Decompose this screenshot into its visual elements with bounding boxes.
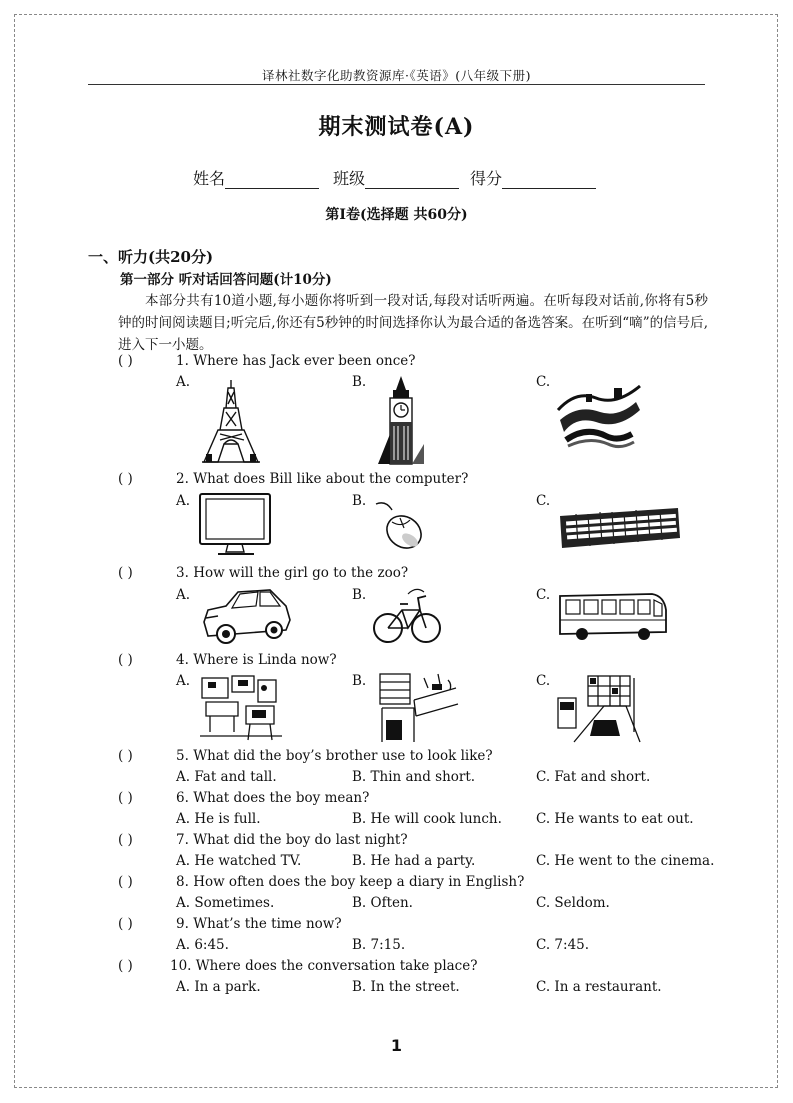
score-label: 得分	[470, 169, 503, 188]
page-title: 期末测试卷(A)	[318, 114, 475, 140]
class-blank[interactable]	[365, 172, 459, 189]
option-c[interactable]: C.	[536, 673, 551, 689]
question-number: 1.	[176, 353, 189, 369]
class-field	[333, 166, 459, 189]
option-a[interactable]: A. Sometimes.	[176, 895, 275, 911]
question-text: How often does the boy keep a diary in English?	[193, 874, 525, 890]
page-number: 1	[390, 1036, 403, 1055]
name-label: 姓名	[193, 169, 226, 188]
option-c[interactable]: C. He wants to eat out.	[536, 811, 694, 827]
question-number: 2.	[176, 471, 189, 487]
section-heading: 一、听力(共20分)	[88, 248, 214, 266]
option-c[interactable]: C.	[536, 587, 551, 603]
score-blank[interactable]	[502, 172, 596, 189]
question-number: 9.	[176, 916, 189, 932]
option-c[interactable]: C.	[536, 374, 551, 390]
answer-paren[interactable]: ( )	[118, 565, 133, 581]
option-b[interactable]: B.	[352, 493, 367, 509]
kitchen-icon	[374, 670, 460, 744]
name-blank[interactable]	[225, 172, 319, 189]
question-9	[118, 916, 342, 932]
question-3	[118, 565, 408, 581]
big-ben-icon	[376, 374, 426, 466]
option-a[interactable]: A.	[176, 587, 191, 603]
running-header: 译林社数字化助教资源库·《英语》(八年级下册)	[262, 68, 531, 83]
question-10	[118, 958, 477, 974]
option-b[interactable]: B.	[352, 673, 367, 689]
question-text: What did the boy’s brother use to look like?	[193, 748, 493, 764]
question-number: 7.	[176, 832, 189, 848]
answer-paren[interactable]: ( )	[118, 790, 133, 806]
classroom-icon	[198, 672, 284, 742]
option-b[interactable]: B. Thin and short.	[352, 769, 476, 785]
question-text: Where is Linda now?	[193, 652, 337, 668]
option-a[interactable]: A. He is full.	[176, 811, 261, 827]
answer-paren[interactable]: ( )	[118, 748, 133, 764]
option-b[interactable]: B.	[352, 374, 367, 390]
question-number: 5.	[176, 748, 189, 764]
question-text: What did the boy do last night?	[193, 832, 408, 848]
question-2	[118, 471, 468, 487]
option-c[interactable]: C. In a restaurant.	[536, 979, 662, 995]
answer-paren[interactable]: ( )	[118, 916, 133, 932]
question-1	[118, 353, 416, 369]
option-b[interactable]: B. He will cook lunch.	[352, 811, 502, 827]
option-a[interactable]: A. In a park.	[176, 979, 261, 995]
option-a[interactable]: A. 6:45.	[176, 937, 229, 953]
car-icon	[198, 586, 294, 648]
answer-paren[interactable]: ( )	[118, 471, 133, 487]
option-a[interactable]: A. He watched TV.	[176, 853, 302, 869]
option-c[interactable]: C. Fat and short.	[536, 769, 651, 785]
bicycle-icon	[372, 584, 442, 648]
option-b[interactable]: B. He had a party.	[352, 853, 476, 869]
question-number: 6.	[176, 790, 189, 806]
class-label: 班级	[333, 169, 366, 188]
question-7	[118, 832, 408, 848]
mouse-icon	[372, 498, 428, 554]
question-text: Where has Jack ever been once?	[193, 353, 416, 369]
option-a[interactable]: A.	[176, 673, 191, 689]
question-number: 3.	[176, 565, 189, 581]
name-field	[193, 166, 319, 189]
option-b[interactable]: B. Often.	[352, 895, 413, 911]
question-8	[118, 874, 524, 890]
answer-paren[interactable]: ( )	[118, 652, 133, 668]
question-number: 4.	[176, 652, 189, 668]
paper-subtitle: 第Ⅰ卷(选择题 共60分)	[325, 207, 468, 223]
eiffel-tower-icon	[200, 378, 262, 464]
option-b[interactable]: B.	[352, 587, 367, 603]
monitor-icon	[196, 492, 276, 558]
question-text: How will the girl go to the zoo?	[193, 565, 409, 581]
option-c[interactable]: C. Seldom.	[536, 895, 610, 911]
question-text: Where does the conversation take place?	[195, 958, 478, 974]
option-c[interactable]: C. He went to the cinema.	[536, 853, 715, 869]
option-a[interactable]: A.	[176, 493, 191, 509]
option-b[interactable]: B. In the street.	[352, 979, 460, 995]
option-c[interactable]: C.	[536, 493, 551, 509]
answer-paren[interactable]: ( )	[118, 958, 133, 974]
question-number: 8.	[176, 874, 189, 890]
option-c[interactable]: C. 7:45.	[536, 937, 590, 953]
question-4	[118, 652, 337, 668]
question-text: What does Bill like about the computer?	[193, 471, 469, 487]
question-number: 10.	[170, 958, 192, 974]
answer-paren[interactable]: ( )	[118, 353, 133, 369]
option-a[interactable]: A.	[176, 374, 191, 390]
score-field	[470, 166, 596, 189]
instructions: 本部分共有10道小题,每小题你将听到一段对话,每段对话听两遍。在听每段对话前,你将有5秒钟的时间阅读题目;听完后,你还有5秒钟的时间选择你认为最合适的备选答案。在听到“嘀”的信号后,进入下一小题。	[118, 293, 708, 353]
answer-paren[interactable]: ( )	[118, 874, 133, 890]
option-b[interactable]: B. 7:15.	[352, 937, 406, 953]
question-6	[118, 790, 369, 806]
great-wall-icon	[556, 380, 642, 456]
library-icon	[554, 672, 650, 744]
option-a[interactable]: A. Fat and tall.	[176, 769, 277, 785]
part-heading: 第一部分 听对话回答问题(计10分)	[120, 272, 332, 288]
header-rule	[88, 84, 705, 85]
answer-paren[interactable]: ( )	[118, 832, 133, 848]
question-5	[118, 748, 493, 764]
question-text: What does the boy mean?	[193, 790, 370, 806]
keyboard-icon	[556, 506, 682, 550]
question-text: What’s the time now?	[193, 916, 342, 932]
bus-icon	[556, 590, 668, 642]
